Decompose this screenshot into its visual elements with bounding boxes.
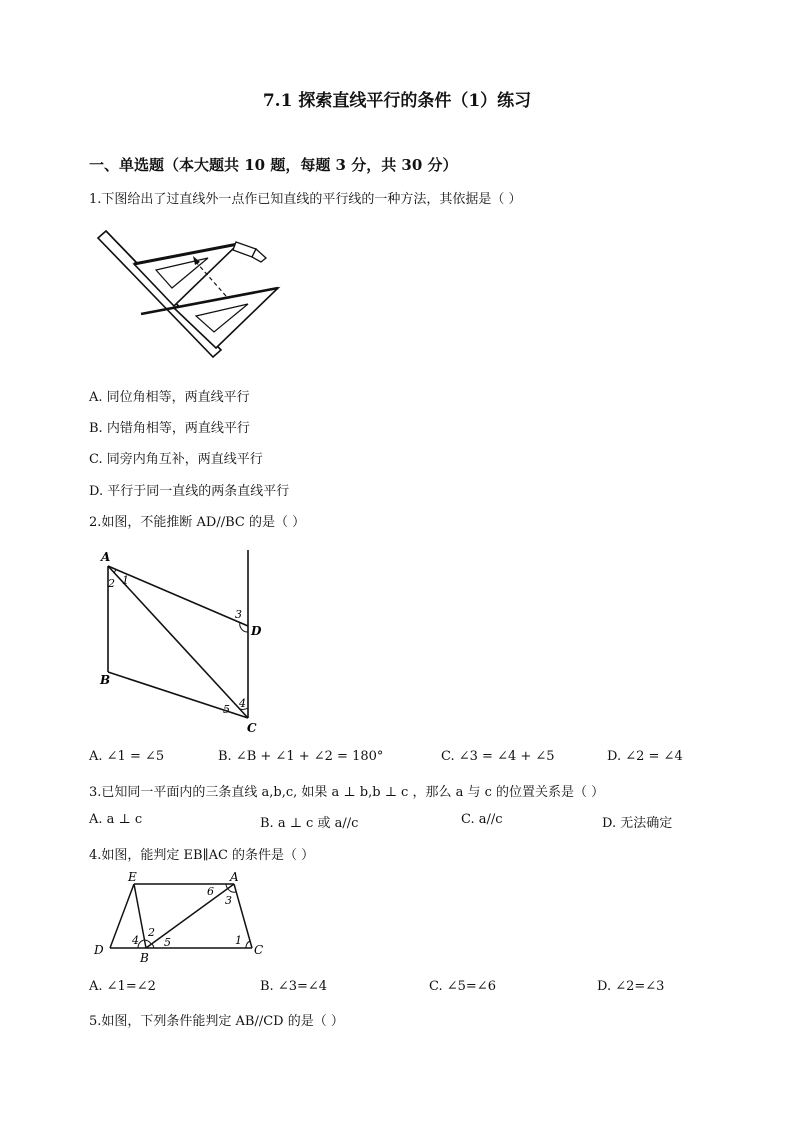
page-title: 7.1 探索直线平行的条件（1）练习 <box>262 91 532 111</box>
label-1: 1 <box>122 574 129 587</box>
q2-option-d[interactable]: D. ∠2 = ∠4 <box>607 749 683 764</box>
q4-option-b[interactable]: B. ∠3=∠4 <box>260 979 328 994</box>
q1-figure-set-square-diagram <box>96 226 286 368</box>
label-4: 4 <box>132 934 139 947</box>
q5-stem: 5.如图，下列条件能判定 AB//CD 的是（ ） <box>89 1014 344 1029</box>
label-5: 5 <box>223 703 230 716</box>
q4-stem: 4.如图，能判定 EB∥AC 的条件是（ ） <box>89 848 315 863</box>
q4-option-c[interactable]: C. ∠5=∠6 <box>429 979 496 994</box>
label-a: A <box>101 550 111 564</box>
label-e: E <box>128 870 137 884</box>
q2-figure-quadrilateral <box>94 546 274 738</box>
label-a: A <box>230 870 239 884</box>
label-c: C <box>254 943 264 957</box>
label-2: 2 <box>108 577 115 590</box>
label-c: C <box>247 721 257 735</box>
q3-option-b[interactable]: B. a ⊥ c 或 a//c <box>260 816 359 831</box>
q3-stem: 3.已知同一平面内的三条直线 a,b,c, 如果 a ⊥ b,b ⊥ c ，那么 a 与 c 的位置关系是（ ） <box>89 785 605 800</box>
q3-option-a[interactable]: A. a ⊥ c <box>89 812 143 827</box>
q1-option-b[interactable]: B. 内错角相等，两直线平行 <box>89 421 250 436</box>
label-3: 3 <box>235 608 242 621</box>
q4-option-d[interactable]: D. ∠2=∠3 <box>597 979 665 994</box>
label-6: 6 <box>207 885 214 898</box>
q2-option-c[interactable]: C. ∠3 = ∠4 + ∠5 <box>441 749 555 764</box>
label-b: B <box>140 951 149 965</box>
q1-stem: 1.下图给出了过直线外一点作已知直线的平行线的一种方法，其依据是（ ） <box>89 192 522 207</box>
label-d: D <box>251 624 262 638</box>
q3-option-d[interactable]: D. 无法确定 <box>602 816 673 831</box>
label-d: D <box>94 943 104 957</box>
q1-option-c[interactable]: C. 同旁内角互补，两直线平行 <box>89 452 263 467</box>
q1-option-d[interactable]: D. 平行于同一直线的两条直线平行 <box>89 484 290 499</box>
label-5: 5 <box>164 936 171 949</box>
q1-option-a[interactable]: A. 同位角相等，两直线平行 <box>89 390 250 405</box>
q4-option-a[interactable]: A. ∠1=∠2 <box>89 979 156 994</box>
q2-stem: 2.如图，不能推断 AD//BC 的是（ ） <box>89 515 306 530</box>
label-1: 1 <box>235 934 242 947</box>
q4-figure-trapezoid <box>88 868 268 966</box>
label-4: 4 <box>239 697 246 710</box>
q2-option-b[interactable]: B. ∠B + ∠1 + ∠2 = 180° <box>218 749 384 764</box>
label-b: B <box>100 673 111 687</box>
section-title: 一、单选题（本大题共 10 题，每题 3 分，共 30 分） <box>89 156 458 174</box>
label-3: 3 <box>225 894 232 907</box>
q2-option-a[interactable]: A. ∠1 = ∠5 <box>89 749 165 764</box>
q3-option-c[interactable]: C. a//c <box>461 812 503 827</box>
label-2: 2 <box>148 926 155 939</box>
